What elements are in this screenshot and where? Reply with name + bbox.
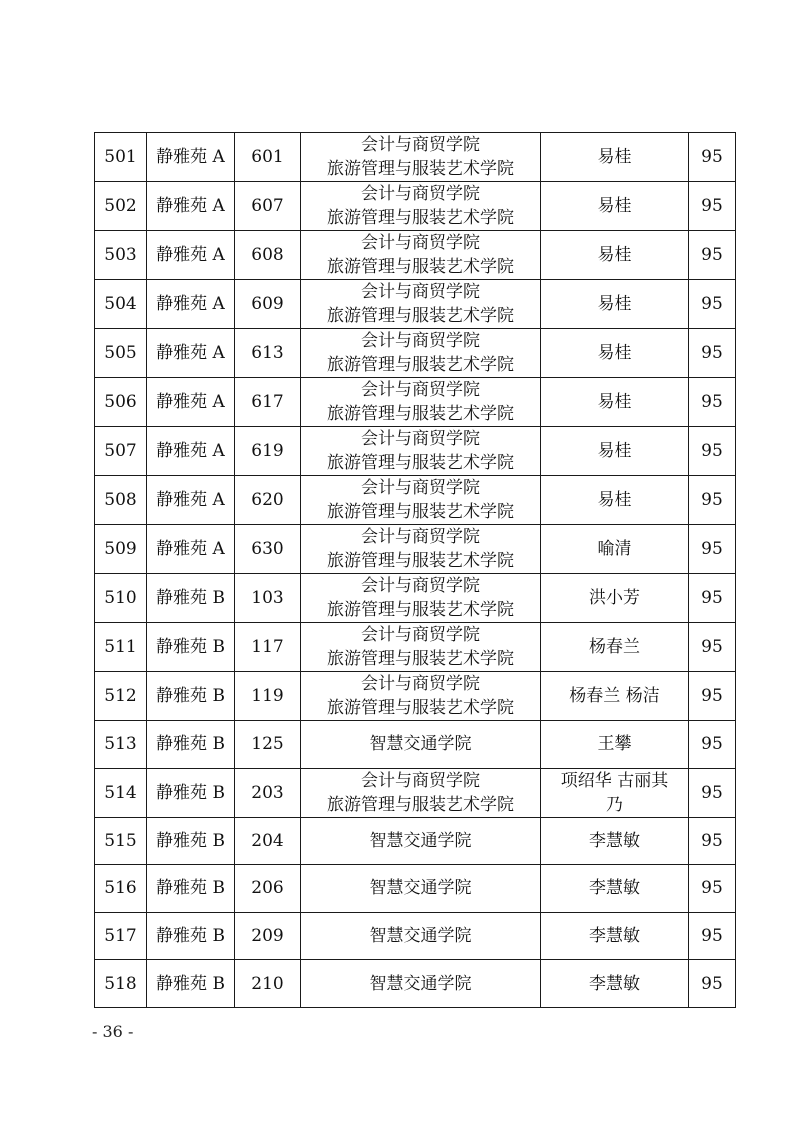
building-cell: 静雅苑 A xyxy=(147,133,235,182)
building-cell: 静雅苑 A xyxy=(147,427,235,476)
instructor-line: 易桂 xyxy=(597,147,632,167)
instructor-cell xyxy=(541,623,689,672)
building-cell: 静雅苑 A xyxy=(147,525,235,574)
college-cell xyxy=(301,960,541,1008)
college-cell xyxy=(301,865,541,913)
college-cell xyxy=(301,182,541,231)
college-line: 旅游管理与服装艺术学院 xyxy=(327,257,514,277)
college-line: 旅游管理与服装艺术学院 xyxy=(327,600,514,620)
instructor-cell xyxy=(541,574,689,623)
instructor-cell xyxy=(541,231,689,280)
room-cell: 103 xyxy=(235,574,301,623)
dormitory-score-table xyxy=(94,132,736,1008)
college-line: 旅游管理与服装艺术学院 xyxy=(327,159,514,179)
instructor-line: 易桂 xyxy=(597,245,632,265)
score-cell: 95 xyxy=(689,721,736,769)
table-row xyxy=(95,427,736,476)
building-cell: 静雅苑 B xyxy=(147,960,235,1008)
college-cell xyxy=(301,427,541,476)
building-cell: 静雅苑 A xyxy=(147,329,235,378)
college-cell xyxy=(301,912,541,960)
college-cell xyxy=(301,280,541,329)
college-line: 会计与商贸学院 xyxy=(361,233,480,253)
table-row xyxy=(95,817,736,865)
college-cell xyxy=(301,574,541,623)
room-cell: 210 xyxy=(235,960,301,1008)
row-number-cell: 514 xyxy=(95,768,147,817)
table-row xyxy=(95,768,736,817)
room-cell: 617 xyxy=(235,378,301,427)
college-cell xyxy=(301,768,541,817)
row-number-cell: 515 xyxy=(95,817,147,865)
page-number: - 36 - xyxy=(92,1022,134,1041)
college-line: 会计与商贸学院 xyxy=(361,331,480,351)
college-line: 会计与商贸学院 xyxy=(361,135,480,155)
instructor-line: 李慧敏 xyxy=(589,830,640,851)
row-number-cell: 501 xyxy=(95,133,147,182)
college-cell xyxy=(301,721,541,769)
instructor-line: 易桂 xyxy=(597,196,632,216)
score-cell: 95 xyxy=(689,960,736,1008)
building-cell: 静雅苑 A xyxy=(147,182,235,231)
college-line: 会计与商贸学院 xyxy=(361,184,480,204)
score-cell: 95 xyxy=(689,182,736,231)
building-cell: 静雅苑 B xyxy=(147,623,235,672)
row-number-cell: 508 xyxy=(95,476,147,525)
instructor-line: 易桂 xyxy=(597,441,632,461)
instructor-cell xyxy=(541,817,689,865)
instructor-cell xyxy=(541,672,689,721)
score-cell: 95 xyxy=(689,329,736,378)
room-cell: 607 xyxy=(235,182,301,231)
college-line: 智慧交通学院 xyxy=(369,878,472,899)
college-line: 旅游管理与服装艺术学院 xyxy=(327,306,514,326)
college-line: 会计与商贸学院 xyxy=(361,527,480,547)
building-cell: 静雅苑 A xyxy=(147,231,235,280)
instructor-line: 乃 xyxy=(606,794,623,815)
table-row xyxy=(95,231,736,280)
room-cell: 613 xyxy=(235,329,301,378)
college-line: 会计与商贸学院 xyxy=(361,625,480,645)
table-row xyxy=(95,721,736,769)
instructor-cell xyxy=(541,865,689,913)
college-cell xyxy=(301,329,541,378)
instructor-line: 喻清 xyxy=(597,539,632,559)
instructor-line: 王攀 xyxy=(597,734,632,755)
score-cell: 95 xyxy=(689,912,736,960)
row-number-cell: 517 xyxy=(95,912,147,960)
instructor-cell xyxy=(541,768,689,817)
instructor-cell xyxy=(541,427,689,476)
room-cell: 609 xyxy=(235,280,301,329)
instructor-line: 杨春兰 杨洁 xyxy=(569,686,660,706)
table-row xyxy=(95,280,736,329)
building-cell: 静雅苑 B xyxy=(147,672,235,721)
college-line: 旅游管理与服装艺术学院 xyxy=(327,502,514,522)
college-line: 会计与商贸学院 xyxy=(361,478,480,498)
room-cell: 619 xyxy=(235,427,301,476)
row-number-cell: 513 xyxy=(95,721,147,769)
instructor-cell xyxy=(541,721,689,769)
college-line: 旅游管理与服装艺术学院 xyxy=(327,649,514,669)
table-row xyxy=(95,525,736,574)
room-cell: 119 xyxy=(235,672,301,721)
score-cell: 95 xyxy=(689,378,736,427)
score-cell: 95 xyxy=(689,476,736,525)
college-line: 会计与商贸学院 xyxy=(361,770,480,791)
instructor-line: 李慧敏 xyxy=(589,878,640,899)
score-cell: 95 xyxy=(689,525,736,574)
table-row xyxy=(95,378,736,427)
row-number-cell: 518 xyxy=(95,960,147,1008)
score-cell: 95 xyxy=(689,231,736,280)
college-cell xyxy=(301,623,541,672)
table-row xyxy=(95,476,736,525)
row-number-cell: 507 xyxy=(95,427,147,476)
table-row xyxy=(95,865,736,913)
table-row xyxy=(95,329,736,378)
score-cell: 95 xyxy=(689,280,736,329)
room-cell: 630 xyxy=(235,525,301,574)
instructor-cell xyxy=(541,133,689,182)
score-cell: 95 xyxy=(689,768,736,817)
college-line: 会计与商贸学院 xyxy=(361,674,480,694)
instructor-cell xyxy=(541,329,689,378)
instructor-line: 洪小芳 xyxy=(589,588,640,608)
row-number-cell: 511 xyxy=(95,623,147,672)
college-cell xyxy=(301,231,541,280)
table-row xyxy=(95,672,736,721)
college-line: 会计与商贸学院 xyxy=(361,380,480,400)
college-cell xyxy=(301,817,541,865)
score-cell: 95 xyxy=(689,672,736,721)
row-number-cell: 516 xyxy=(95,865,147,913)
instructor-line: 李慧敏 xyxy=(589,973,640,994)
college-line: 会计与商贸学院 xyxy=(361,576,480,596)
college-line: 旅游管理与服装艺术学院 xyxy=(327,208,514,228)
row-number-cell: 505 xyxy=(95,329,147,378)
college-line: 旅游管理与服装艺术学院 xyxy=(327,794,514,815)
table-row xyxy=(95,623,736,672)
college-line: 智慧交通学院 xyxy=(369,926,472,947)
college-line: 智慧交通学院 xyxy=(369,830,472,851)
row-number-cell: 503 xyxy=(95,231,147,280)
instructor-cell xyxy=(541,525,689,574)
college-cell xyxy=(301,672,541,721)
score-cell: 95 xyxy=(689,865,736,913)
table-row xyxy=(95,182,736,231)
table-row xyxy=(95,960,736,1008)
instructor-line: 易桂 xyxy=(597,490,632,510)
college-line: 会计与商贸学院 xyxy=(361,282,480,302)
score-cell: 95 xyxy=(689,427,736,476)
room-cell: 204 xyxy=(235,817,301,865)
college-cell xyxy=(301,378,541,427)
building-cell: 静雅苑 B xyxy=(147,721,235,769)
instructor-cell xyxy=(541,182,689,231)
college-line: 旅游管理与服装艺术学院 xyxy=(327,698,514,718)
instructor-cell xyxy=(541,378,689,427)
college-cell xyxy=(301,525,541,574)
college-line: 旅游管理与服装艺术学院 xyxy=(327,453,514,473)
row-number-cell: 509 xyxy=(95,525,147,574)
college-cell xyxy=(301,476,541,525)
instructor-line: 李慧敏 xyxy=(589,926,640,947)
college-line: 旅游管理与服装艺术学院 xyxy=(327,404,514,424)
instructor-cell xyxy=(541,476,689,525)
score-cell: 95 xyxy=(689,574,736,623)
row-number-cell: 512 xyxy=(95,672,147,721)
instructor-line: 易桂 xyxy=(597,392,632,412)
college-cell xyxy=(301,133,541,182)
table-body xyxy=(95,133,736,1008)
table-row xyxy=(95,133,736,182)
building-cell: 静雅苑 B xyxy=(147,768,235,817)
building-cell: 静雅苑 A xyxy=(147,280,235,329)
instructor-cell xyxy=(541,960,689,1008)
room-cell: 125 xyxy=(235,721,301,769)
room-cell: 206 xyxy=(235,865,301,913)
room-cell: 117 xyxy=(235,623,301,672)
college-line: 旅游管理与服装艺术学院 xyxy=(327,355,514,375)
row-number-cell: 502 xyxy=(95,182,147,231)
table-row xyxy=(95,574,736,623)
room-cell: 203 xyxy=(235,768,301,817)
instructor-line: 项绍华 古丽其 xyxy=(560,770,669,791)
table-row xyxy=(95,912,736,960)
instructor-cell xyxy=(541,280,689,329)
building-cell: 静雅苑 B xyxy=(147,865,235,913)
building-cell: 静雅苑 A xyxy=(147,476,235,525)
row-number-cell: 510 xyxy=(95,574,147,623)
college-line: 会计与商贸学院 xyxy=(361,429,480,449)
college-line: 旅游管理与服装艺术学院 xyxy=(327,551,514,571)
instructor-cell xyxy=(541,912,689,960)
building-cell: 静雅苑 A xyxy=(147,378,235,427)
row-number-cell: 504 xyxy=(95,280,147,329)
instructor-line: 易桂 xyxy=(597,343,632,363)
row-number-cell: 506 xyxy=(95,378,147,427)
room-cell: 209 xyxy=(235,912,301,960)
score-cell: 95 xyxy=(689,817,736,865)
instructor-line: 易桂 xyxy=(597,294,632,314)
room-cell: 620 xyxy=(235,476,301,525)
instructor-line: 杨春兰 xyxy=(589,637,640,657)
building-cell: 静雅苑 B xyxy=(147,574,235,623)
score-cell: 95 xyxy=(689,623,736,672)
room-cell: 608 xyxy=(235,231,301,280)
college-line: 智慧交通学院 xyxy=(369,734,472,755)
building-cell: 静雅苑 B xyxy=(147,817,235,865)
room-cell: 601 xyxy=(235,133,301,182)
building-cell: 静雅苑 B xyxy=(147,912,235,960)
score-cell: 95 xyxy=(689,133,736,182)
college-line: 智慧交通学院 xyxy=(369,973,472,994)
